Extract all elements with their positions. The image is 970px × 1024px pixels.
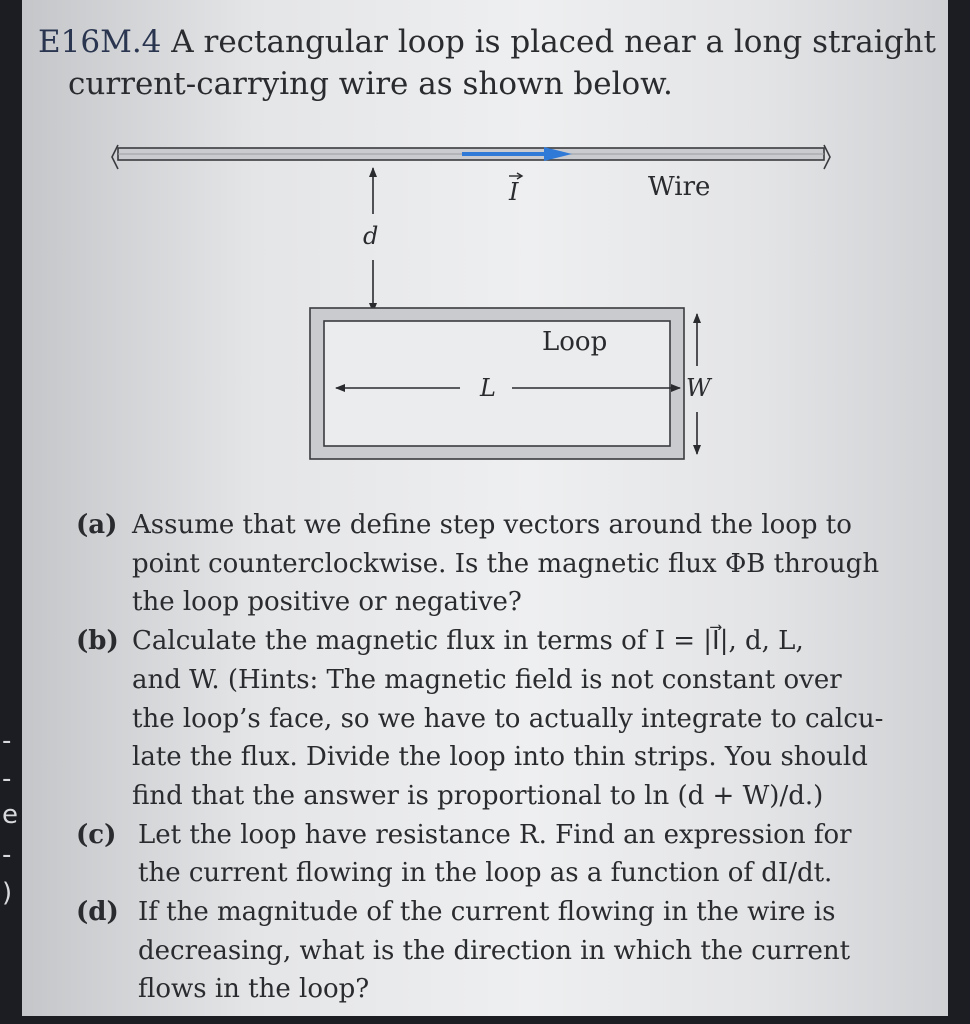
edge-letter: e <box>2 800 18 830</box>
problem-text-1: A rectangular loop is placed near a long straight <box>171 24 936 60</box>
edge-dash: - <box>2 764 12 794</box>
question-line: flows in the loop? <box>138 974 370 1005</box>
wire-loop-figure <box>0 0 970 500</box>
wire-label: Wire <box>648 172 711 202</box>
question-line: late the flux. Divide the loop into thin strips. You should <box>132 742 868 773</box>
question-line: point counterclockwise. Is the magnetic flux ΦB through <box>132 548 880 579</box>
edge-paren: ) <box>2 878 13 908</box>
width-label: W <box>686 374 711 402</box>
question-label: (a) <box>76 510 118 540</box>
question-line: If the magnitude of the current flowing in the wire is <box>138 897 836 928</box>
question-a <box>76 506 906 622</box>
question-label: (c) <box>76 819 117 850</box>
edge-dash: - <box>2 726 12 756</box>
wire <box>112 145 830 169</box>
question-line: the loop’s face, so we have to actually integrate to calcu- <box>132 703 884 734</box>
question-line: and W. (Hints: The magnetic field is not constant over <box>132 664 842 695</box>
problem-statement-line2: current-carrying wire as shown below. <box>68 66 673 102</box>
question-b <box>76 622 906 816</box>
question-line: find that the answer is proportional to ln (d + W)/d.) <box>132 780 824 811</box>
loop-label: Loop <box>542 327 608 357</box>
question-label: (b) <box>76 626 119 657</box>
distance-label: d <box>363 222 379 250</box>
question-d <box>76 893 906 1009</box>
question-line: Calculate the magnetic flux in terms of I = |I⃗|, d, L, <box>132 626 804 657</box>
rectangular-loop <box>310 308 684 459</box>
length-label: L <box>480 374 496 402</box>
edge-dash: - <box>2 840 12 870</box>
question-c <box>76 816 906 893</box>
current-label: I <box>509 178 519 206</box>
question-label: (d) <box>76 897 119 928</box>
problem-id: E16M.4 <box>38 24 162 60</box>
question-line: Let the loop have resistance R. Find an expression for <box>138 819 852 850</box>
question-line: Assume that we define step vectors around the loop to <box>132 510 852 540</box>
question-list <box>76 506 906 1009</box>
question-line: the loop positive or negative? <box>132 587 522 618</box>
question-line: the current flowing in the loop as a function of dI/dt. <box>138 858 833 889</box>
question-line: decreasing, what is the direction in which the current <box>138 935 851 966</box>
